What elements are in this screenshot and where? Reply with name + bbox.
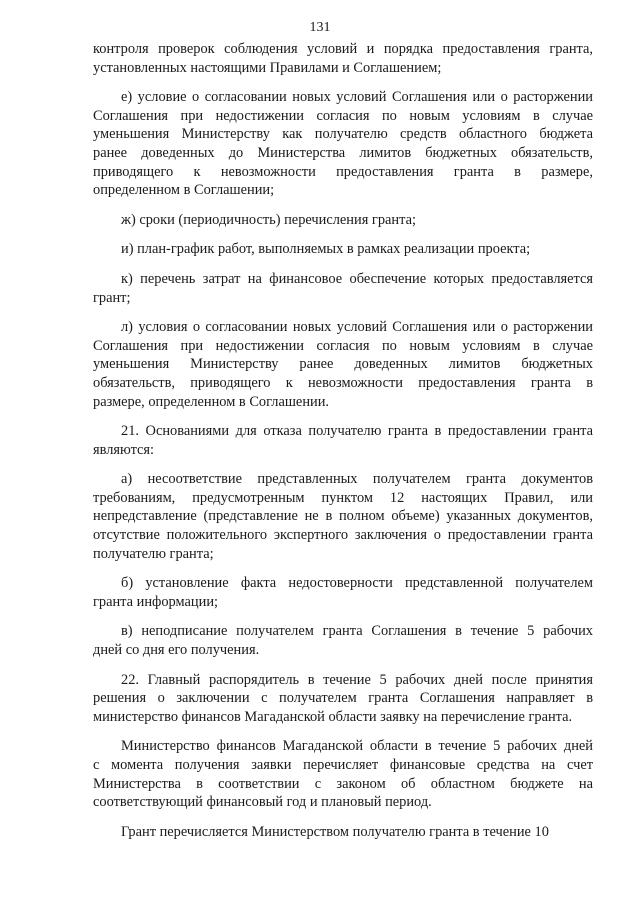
text-line: Грант перечисляется Министерством получателю гранта в течение 10 — [121, 823, 549, 840]
text-line: грант; — [93, 289, 131, 306]
text-line: непредставление (представление не в полном объеме) указанных документов, — [93, 508, 593, 525]
text-line: б) установление факта недостоверности представленной получателем — [121, 575, 593, 592]
text-line: являются: — [93, 441, 155, 458]
text-line: решения о заключении с получателем гранта Соглашения направляет в — [93, 690, 593, 707]
document-body — [93, 40, 593, 852]
paragraph — [93, 211, 593, 230]
text-line: гранта информации; — [93, 593, 219, 610]
text-line: ж) сроки (периодичность) перечисления гранта; — [121, 211, 416, 228]
paragraph — [93, 88, 593, 200]
text-line: контроля проверок соблюдения условий и порядка предоставления гранта, — [93, 41, 593, 57]
paragraph — [93, 470, 593, 563]
text-line: 21. Основаниями для отказа получателю гранта в предоставлении гранта — [121, 423, 593, 440]
text-line: отсутствие положительного экспертного заключения о предоставлении гранта — [93, 527, 593, 544]
paragraph — [93, 622, 593, 659]
text-line: соответствующий финансовый год и плановый период. — [93, 794, 432, 811]
text-line: е) условие о согласовании новых условий Соглашения или о расторжении — [121, 89, 593, 106]
text-line: л) условия о согласовании новых условий Соглашения или о расторжении — [121, 319, 593, 336]
text-line: а) несоответствие представленных получателем гранта документов — [121, 471, 593, 488]
paragraph — [93, 240, 593, 259]
paragraph — [93, 823, 593, 842]
text-line: обязательств, приводящего к невозможности предоставления гранта в — [93, 374, 593, 391]
text-line: и) план-график работ, выполняемых в рамках реализации проекта; — [121, 241, 531, 258]
text-line: приводящего к невозможности предоставления гранта в размере, — [93, 163, 593, 180]
text-line: установленных настоящими Правилами и Соглашением; — [93, 59, 442, 76]
text-line: дней со дня его получения. — [93, 642, 260, 659]
text-line: Министерства в соответствии с законом об областном бюджете на — [93, 775, 593, 792]
paragraph — [93, 574, 593, 611]
page-number: 131 — [309, 20, 331, 35]
paragraph — [93, 422, 593, 459]
text-line: уменьшения Министерству как получателю средств областного бюджета — [93, 126, 593, 143]
paragraph — [93, 40, 593, 77]
paragraph — [93, 671, 593, 727]
text-line: в) неподписание получателем гранта Соглашения в течение 5 рабочих — [121, 623, 593, 640]
paragraph — [93, 737, 593, 811]
text-line: с момента получения заявки перечисляет финансовые средства на счет — [93, 757, 593, 773]
text-line: Соглашения при недостижении согласия по новым условиям в случае — [93, 107, 593, 124]
text-line: министерство финансов Магаданской области заявку на перечисление гранта. — [93, 708, 573, 725]
text-line: ранее доведенных до Министерства лимитов бюджетных обязательств, — [93, 144, 593, 161]
paragraph — [93, 318, 593, 411]
text-line: определенном в Соглашении; — [93, 182, 275, 199]
text-line: 22. Главный распорядитель в течение 5 рабочих дней после принятия — [121, 671, 593, 688]
text-line: требованиям, предусмотренным пунктом 12 настоящих Правил, или — [93, 489, 593, 506]
text-line: размере, определенном в Соглашении. — [93, 393, 330, 410]
text-line: уменьшения Министерству ранее доведенных лимитов бюджетных — [93, 356, 593, 373]
text-line: к) перечень затрат на финансовое обеспечение которых предоставляется — [121, 270, 593, 287]
text-line: получателю гранта; — [93, 545, 214, 562]
text-line: Министерство финансов Магаданской области в течение 5 рабочих дней — [121, 738, 593, 755]
paragraph — [93, 270, 593, 307]
text-line: Соглашения при недостижении согласия по новым условиям в случае — [93, 337, 593, 354]
